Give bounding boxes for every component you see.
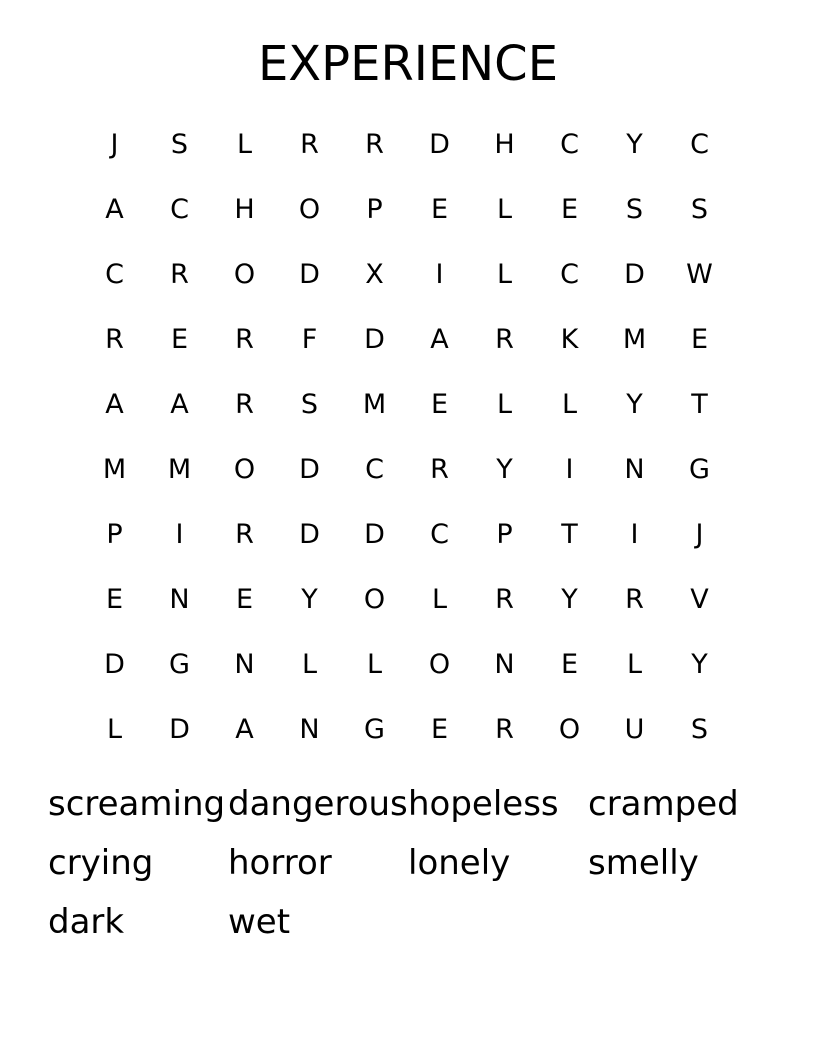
grid-row xyxy=(82,242,732,307)
grid-letter: N xyxy=(299,714,320,745)
grid-letter: I xyxy=(630,519,639,550)
grid-letter: C xyxy=(365,454,384,485)
grid-letter: P xyxy=(106,519,123,550)
word-list-item: lonely xyxy=(408,843,511,883)
grid-row xyxy=(82,502,732,567)
grid-letter: M xyxy=(622,324,647,355)
grid-letter: L xyxy=(496,194,513,225)
grid-letter: I xyxy=(565,454,574,485)
grid-letter: L xyxy=(561,389,578,420)
word-list-item: wet xyxy=(228,902,291,942)
grid-letter: R xyxy=(625,584,644,615)
letter-grid xyxy=(82,112,732,762)
grid-letter: R xyxy=(430,454,449,485)
grid-letter: E xyxy=(235,584,254,615)
grid-row xyxy=(82,372,732,437)
grid-letter: D xyxy=(299,454,320,485)
grid-letter: P xyxy=(496,519,513,550)
grid-letter: Y xyxy=(691,649,708,680)
grid-letter: U xyxy=(624,714,645,745)
grid-letter: L xyxy=(496,389,513,420)
grid-letter: D xyxy=(364,519,385,550)
word-list-item: screaming xyxy=(48,784,226,824)
grid-letter: C xyxy=(430,519,449,550)
grid-letter: D xyxy=(624,259,645,290)
grid-letter: C xyxy=(105,259,124,290)
grid-letter: E xyxy=(430,389,449,420)
grid-letter: M xyxy=(167,454,192,485)
grid-letter: O xyxy=(233,454,256,485)
grid-letter: R xyxy=(300,129,319,160)
grid-letter: S xyxy=(170,129,189,160)
grid-letter: A xyxy=(105,389,124,420)
grid-letter: P xyxy=(366,194,383,225)
grid-letter: H xyxy=(234,194,255,225)
grid-letter: E xyxy=(105,584,124,615)
grid-letter: X xyxy=(365,259,384,290)
grid-letter: Y xyxy=(561,584,578,615)
grid-letter: D xyxy=(364,324,385,355)
grid-letter: D xyxy=(169,714,190,745)
grid-letter: D xyxy=(429,129,450,160)
grid-letter: R xyxy=(170,259,189,290)
grid-letter: M xyxy=(102,454,127,485)
grid-letter: A xyxy=(170,389,189,420)
grid-letter: C xyxy=(560,129,579,160)
grid-letter: R xyxy=(235,389,254,420)
grid-letter: R xyxy=(235,519,254,550)
grid-letter: G xyxy=(169,649,190,680)
puzzle-title: EXPERIENCE xyxy=(257,36,559,92)
grid-letter: D xyxy=(299,259,320,290)
grid-letter: V xyxy=(690,584,709,615)
grid-letter: F xyxy=(301,324,318,355)
grid-row xyxy=(82,567,732,632)
word-list-item: dangerous xyxy=(228,784,408,824)
grid-letter: S xyxy=(690,194,709,225)
grid-letter: E xyxy=(560,649,579,680)
grid-row xyxy=(82,307,732,372)
grid-letter: L xyxy=(236,129,253,160)
grid-letter: O xyxy=(363,584,386,615)
word-list-item: horror xyxy=(228,843,332,883)
grid-letter: G xyxy=(689,454,710,485)
grid-letter: O xyxy=(428,649,451,680)
grid-letter: L xyxy=(431,584,448,615)
grid-letter: C xyxy=(560,259,579,290)
word-list-item: hopeless xyxy=(408,784,559,824)
grid-letter: L xyxy=(301,649,318,680)
grid-letter: I xyxy=(175,519,184,550)
grid-letter: W xyxy=(686,259,713,290)
grid-letter: R xyxy=(365,129,384,160)
grid-letter: N xyxy=(494,649,515,680)
grid-letter: R xyxy=(235,324,254,355)
grid-letter: S xyxy=(300,389,319,420)
grid-letter: C xyxy=(690,129,709,160)
grid-letter: O xyxy=(558,714,581,745)
grid-letter: R xyxy=(495,584,514,615)
grid-letter: E xyxy=(430,194,449,225)
grid-letter: M xyxy=(362,389,387,420)
grid-letter: R xyxy=(495,714,514,745)
grid-letter: Y xyxy=(496,454,513,485)
grid-letter: N xyxy=(624,454,645,485)
grid-letter: Y xyxy=(626,389,643,420)
grid-row xyxy=(82,177,732,242)
grid-letter: J xyxy=(695,519,704,550)
grid-letter: O xyxy=(298,194,321,225)
grid-letter: C xyxy=(170,194,189,225)
grid-letter: K xyxy=(560,324,579,355)
grid-letter: D xyxy=(104,649,125,680)
grid-letter: S xyxy=(690,714,709,745)
grid-letter: E xyxy=(170,324,189,355)
grid-letter: Y xyxy=(626,129,643,160)
grid-letter: L xyxy=(106,714,123,745)
grid-letter: E xyxy=(430,714,449,745)
grid-row xyxy=(82,632,732,697)
grid-letter: L xyxy=(366,649,383,680)
grid-row xyxy=(82,437,732,502)
grid-letter: S xyxy=(625,194,644,225)
word-list-item: cramped xyxy=(588,784,739,824)
grid-letter: H xyxy=(494,129,515,160)
grid-letter: A xyxy=(430,324,449,355)
word-list-item: dark xyxy=(48,902,125,942)
grid-row xyxy=(82,112,732,177)
grid-letter: A xyxy=(235,714,254,745)
grid-letter: E xyxy=(560,194,579,225)
grid-letter: N xyxy=(234,649,255,680)
grid-letter: I xyxy=(435,259,444,290)
grid-letter: N xyxy=(169,584,190,615)
grid-letter: D xyxy=(299,519,320,550)
grid-letter: O xyxy=(233,259,256,290)
grid-letter: L xyxy=(496,259,513,290)
grid-letter: J xyxy=(110,129,119,160)
grid-letter: Y xyxy=(301,584,318,615)
word-list xyxy=(48,776,768,953)
grid-letter: T xyxy=(561,519,578,550)
grid-letter: R xyxy=(495,324,514,355)
grid-letter: A xyxy=(105,194,124,225)
word-list-item: crying xyxy=(48,843,154,883)
grid-letter: T xyxy=(691,389,708,420)
grid-letter: E xyxy=(690,324,709,355)
grid-letter: G xyxy=(364,714,385,745)
word-list-item: smelly xyxy=(588,843,699,883)
grid-letter: R xyxy=(105,324,124,355)
grid-row xyxy=(82,697,732,762)
grid-letter: L xyxy=(626,649,643,680)
